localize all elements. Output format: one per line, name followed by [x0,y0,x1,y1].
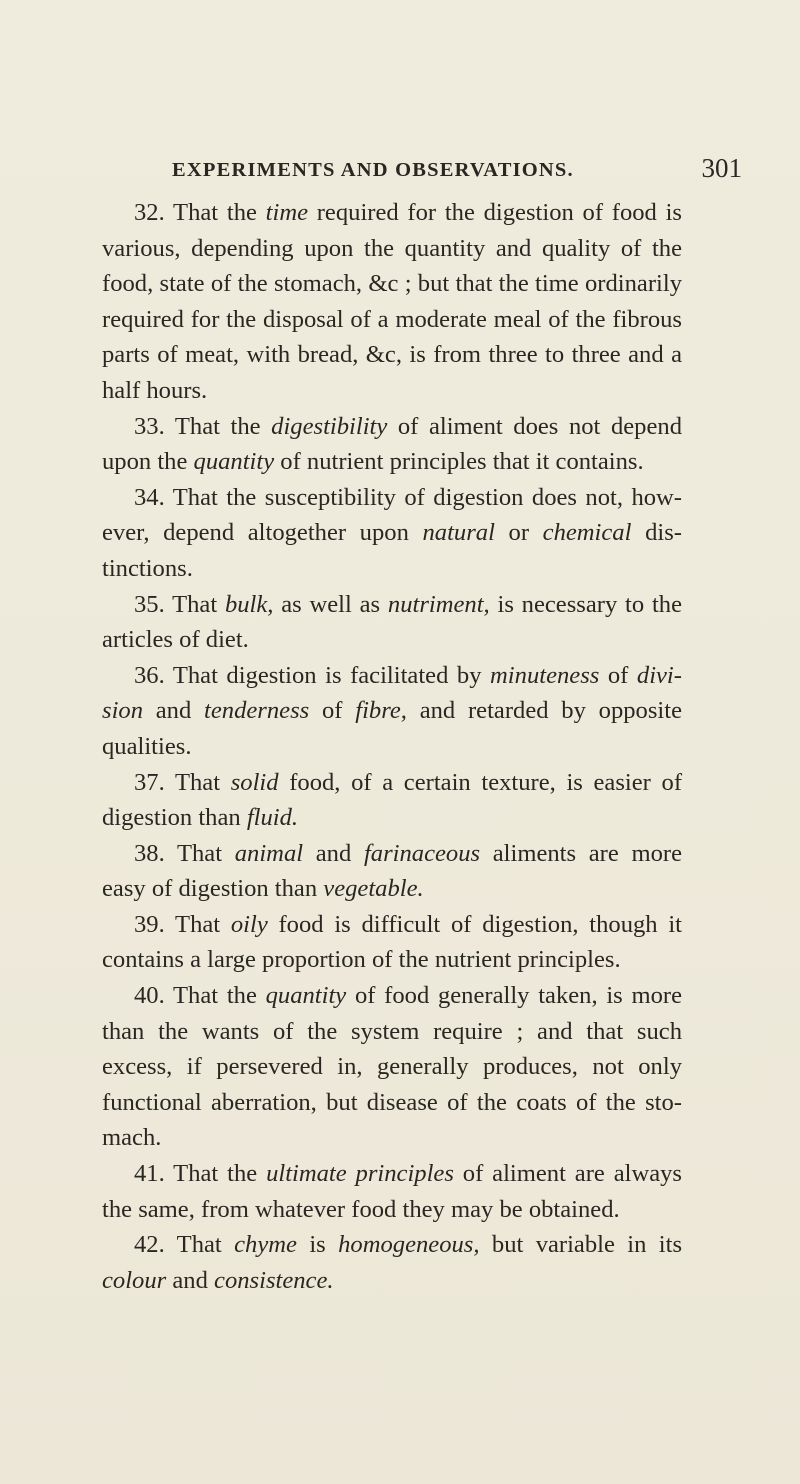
text-run: or [494,519,543,547]
text-run: That the [164,982,266,1010]
italic-term: oily [230,910,268,938]
text-run: is [296,1231,339,1259]
text-run: of [599,661,637,689]
text-run: That the [164,1160,267,1188]
italic-term: consistence. [214,1266,334,1294]
paragraph-number: 39. [134,910,165,938]
italic-term: colour [102,1266,167,1294]
italic-term: ultimate principles [266,1160,454,1188]
text-run: That [164,1231,235,1259]
text-run: That [164,590,225,618]
text-run: food, of a certain texture, is easier of digestion than [102,768,683,832]
italic-term: chyme [234,1231,297,1259]
paragraph-number: 32. [134,199,165,226]
text-run: of [309,697,356,725]
running-head [172,152,742,188]
italic-term: homogeneous, [338,1231,480,1259]
italic-term: farinaceous [363,839,481,867]
italic-term: time [265,199,308,226]
paragraph-number: 38. [134,839,165,867]
running-title: EXPERIMENTS AND OBSERVATIONS. [172,159,574,181]
italic-term: vegetable. [323,875,424,903]
paragraph [102,480,682,587]
paragraph-number: 36. [134,661,165,689]
page-number: 301 [701,153,742,183]
text-run: of aliment are always the same, from whatever food they may be obtained. [102,1160,682,1223]
text-run: distinctions. [102,519,682,582]
text-run: That the susceptibility of digestion does not, however, depend altogether upon [102,483,682,547]
paragraph-number: 37. [134,768,165,796]
italic-term: quantity [265,982,347,1010]
text-run: That digestion is facilitated by [164,661,491,689]
text-run: aliments are more easy of digestion than [102,839,683,903]
text-run: and [166,1266,215,1294]
paragraph [102,836,682,907]
paragraph [102,658,682,765]
paragraph-number: 42. [134,1231,165,1259]
paragraph [102,587,682,658]
text-run: is necessary to the articles of diet. [102,590,683,654]
paragraph [102,907,682,978]
italic-term: fluid. [246,804,299,832]
italic-term: digestibility [271,412,388,440]
paragraph [102,1227,682,1298]
paragraph-number: 34. [134,483,165,511]
text-run: as well as [273,590,388,618]
italic-term: tenderness [204,697,310,725]
body-text [102,195,682,1298]
italic-term: animal [234,839,304,867]
italic-term: chemical [542,519,632,547]
italic-term: division [102,661,682,725]
paragraph-number: 35. [134,590,165,618]
text-run: of nutrient principles that it contains. [274,448,644,476]
italic-term: solid [230,768,279,796]
text-run: and [143,697,205,725]
italic-term: natural [422,519,495,547]
paragraph-number: 33. [134,412,165,440]
italic-term: quantity [193,448,275,476]
italic-term: bulk, [224,590,274,618]
text-run: That [164,910,231,938]
italic-term: nutriment, [387,590,490,618]
paragraph [102,195,682,409]
text-run: That the [164,412,272,440]
text-run: required for the digestion of food is various, depending upon the quantity and quality of the food, state of the stomach, &c ; but that the time ordinarily required for the disposal of a moderate meal of the fibrous parts of meat, with bread, &c, is from three to three and a half hours. [102,199,682,404]
text-run: That [164,768,231,796]
text-run: and retarded by opposite qualities. [102,697,682,760]
text-run: and [303,839,364,867]
paragraph [102,978,682,1156]
paragraph-number: 40. [134,982,165,1010]
text-run: That [164,839,235,867]
text-run: food is difficult of digestion, though it contains a large proportion of the nutrient principles. [102,910,682,974]
text-run: of aliment does not depend upon the [102,412,682,476]
text-run: That the [164,199,266,226]
text-run: of food generally taken, is more than the wants of the system require ; and that such excess, if persevered in, generally produces, not only functional aberration, but disease of the coats of the stomach. [102,982,682,1152]
paragraph [102,765,682,836]
paragraph-number: 41. [134,1160,165,1188]
paragraph [102,1156,682,1227]
paragraph [102,409,682,480]
italic-term: fibre, [355,697,407,725]
italic-term: minuteness [490,661,600,689]
text-run: but variable in its [479,1231,683,1259]
